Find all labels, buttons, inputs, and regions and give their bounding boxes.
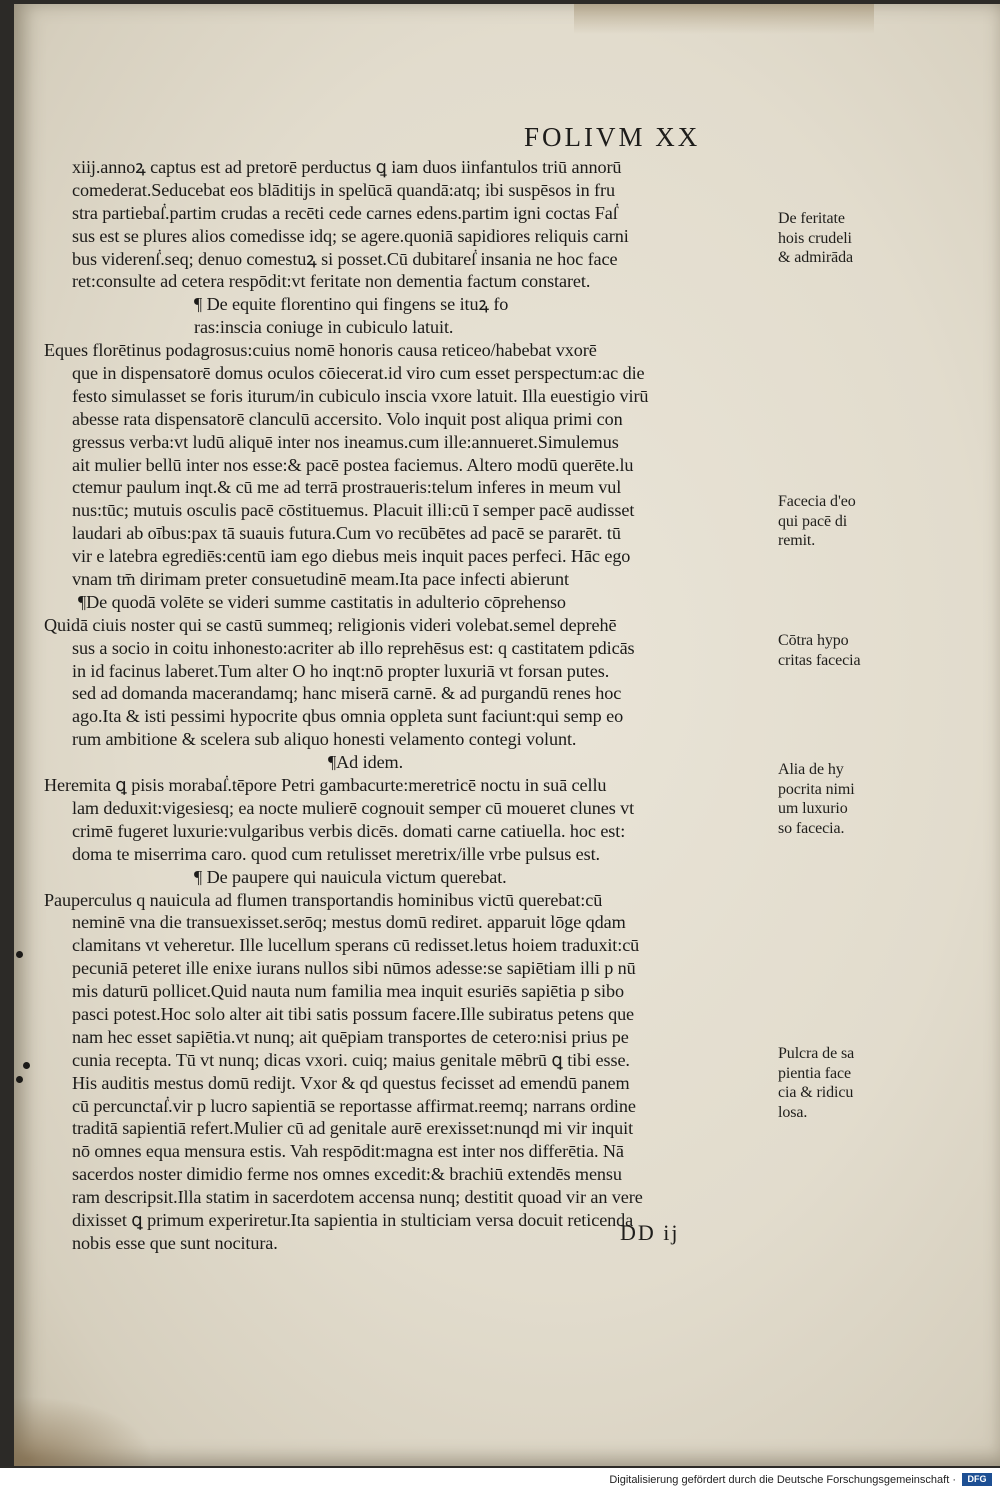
- marginal-note: [778, 1044, 854, 1122]
- text-line: nus:tūc; mutuis osculis pacē cōstituemus. Placuit illi:cū ī semper pacē audisset: [72, 500, 635, 521]
- text-line: vir e latebra egrediēs:centū iam ego diebus meis inquit paces perfeci. Hāc ego: [72, 546, 631, 567]
- marginal-note: [778, 492, 856, 551]
- text-line: stra partiebaẛ.partim crudas a recēti cede carnes edens.partim igni coctas Faẛ: [72, 202, 618, 223]
- digitization-footer: [0, 1468, 1000, 1491]
- text-line: Quidā ciuis noster qui se castū summeq; religionis videri volebat.semel deprehē: [44, 614, 617, 635]
- text-line: lam deduxit:vigesiesq; ea nocte mulierē cognouit semper cū moueret clunes vt: [72, 797, 635, 818]
- text-line: laudari ab oībus:pax tā suauis futura.Cum vo recūbētes ad pacē se pararēt. tū: [72, 523, 621, 544]
- ink-dot: [16, 951, 23, 958]
- text-body: [44, 156, 861, 1255]
- section-heading: ¶De quodā volēte se videri summe castitatis in adulterio cōprehenso: [78, 591, 566, 612]
- text-line: nam hec esset sapiētia.vt nunq; ait quēpiam transportes de cetero:nisi prius pe: [72, 1026, 629, 1047]
- text-line: mis daturū pollicet.Quid nauta num familia mea inquit esuriēs sapiētia p sibo: [72, 981, 624, 1002]
- marginal-note-line: pientia face: [778, 1064, 851, 1082]
- text-line: bus viderenẛ.seq; denuo comestuꝝ si posset.Cū dubitareẛ insania ne hoc face: [72, 248, 618, 269]
- ink-dot: [23, 1062, 30, 1069]
- marginal-note-line: um luxurio: [778, 800, 848, 817]
- section-heading: ¶ De paupere qui nauicula victum querebat.: [194, 866, 507, 887]
- ink-dot: [16, 1076, 23, 1083]
- text-line: sus a socio in coitu inhonesto:acriter ab illo reprehēsus est: q castitatem pdicās: [72, 637, 635, 658]
- text-line: Eques florētinus podagrosus:cuius nomē honoris causa reticeo/habebat vxorē: [44, 340, 597, 361]
- marginal-note-line: Cōtra hypo: [778, 632, 849, 649]
- text-line: ctemur paulum inqt.& cū me ad terrā prostraueris:telum inferes in meum vul: [72, 477, 622, 498]
- text-line: comederat.Seducebat eos blāditijs in spelūcā quandā:atq; ibi suspēsos in fru: [72, 179, 615, 200]
- text-line: traditā sapientiā refert.Mulier cū ad genitale aurē erexisset:nunqd mi vir inquit: [72, 1118, 634, 1139]
- text-line: pecuniā peteret ille enixe iurans nullos sibi nūmos adesse:se sapiētiam illi p nū: [72, 958, 636, 979]
- marginal-note-line: qui pacē di: [778, 512, 848, 530]
- text-line: rum ambitione & scelera sub aliquo honesti velamento contegi volunt.: [72, 729, 577, 750]
- section-heading: ¶Ad idem.: [328, 752, 404, 773]
- marginal-note: [778, 760, 855, 838]
- text-line: cunia recepta. Tū vt nunq; dicas vxori. cuiq; maius genitale mēbrū ꝗ tibi esse.: [72, 1049, 630, 1070]
- section-heading: ¶ De equite florentino qui fingens se ituꝝ fo: [194, 294, 509, 315]
- text-line: pasci potest.Hoc solo alter ait tibi satis possum facere.Ille subiratus petens que: [72, 1003, 635, 1024]
- text-line: ram descripsit.Illa statim in sacerdotem accensa nunq; destitit quoad vir an vere: [72, 1187, 643, 1208]
- text-line: ago.Ita & isti pessimi hypocrite qbus omnia oppleta sunt faciunt:qui semp eo: [72, 706, 624, 727]
- marginal-note-line: critas facecia: [778, 651, 861, 669]
- text-line: clamitans vt veheretur. Ille lucellum sperans cū redisset.letus hoiem traduxit:cū: [72, 935, 640, 956]
- text-line: crimē fugeret luxurie:vulgaribus verbis dicēs. domati carne catiuella. hoc est:: [72, 820, 626, 841]
- text-line: His auditis mestus domū redijt. Vxor & qd questus fecisset ad emendū panem: [72, 1072, 630, 1093]
- text-line: que in dispensatorē domus oculos cōiecerat.id viro cum esset perspectum:ac die: [72, 363, 645, 384]
- marginal-note-line: pocrita nimi: [778, 780, 855, 798]
- footer-credit: Digitalisierung gefördert durch die Deutsche Forschungsgemeinschaft ·: [609, 1474, 956, 1486]
- marginal-note: [778, 209, 853, 268]
- text-line: vnam tm̄ dirimam preter consuetudinē meam.Ita pace infecti abierunt: [72, 569, 569, 590]
- marginal-note-line: hois crudeli: [778, 229, 852, 247]
- marginal-note-line: Alia de hy: [778, 761, 844, 778]
- text-line: nobis esse que sunt nocitura.: [72, 1232, 278, 1253]
- text-line: cū percunctaẛ.vir p lucro sapientiā se reportasse affirmat.reemq; narrans ordine: [72, 1095, 636, 1116]
- text-line: Pauperculus q nauicula ad flumen transportandis hominibus victū querebat:cū: [44, 889, 603, 910]
- text-line: sed ad domanda macerandamq; hanc miserā carnē. & ad purgandū renes hoc: [72, 683, 622, 704]
- text-line: festo simulasset se foris iturum/in cubiculo inscia vxore latuit. Illa euestigio virū: [72, 385, 649, 406]
- marginal-note-line: cia & ridicu: [778, 1084, 854, 1101]
- stain-top: [574, 4, 874, 34]
- marginal-note-line: De feritate: [778, 210, 845, 227]
- signature-mark: DD ij: [620, 1220, 680, 1245]
- dfg-logo: DFG: [962, 1473, 992, 1486]
- text-line: abesse rata dispensatorē clanculū accersito. Volo inquit post aliqua primi con: [72, 408, 623, 429]
- marginal-note-line: so facecia.: [778, 819, 845, 837]
- text-line: ret:consulte ad cetera respōdit:vt feritate non dementia factum constaret.: [72, 271, 591, 292]
- marginal-note-line: & admirāda: [778, 249, 853, 266]
- text-line: sacerdos noster dimidio ferme nos omnes excedit:& brachiū extendēs mensu: [72, 1164, 622, 1185]
- text-line: in id facinus laberet.Tum alter O ho inqt:nō propter luxuriā vt forsan putes.: [72, 660, 610, 681]
- marginal-note: [778, 631, 861, 670]
- folio-number: FOLIVM XX: [524, 122, 701, 152]
- marginal-note-line: Facecia d'eo: [778, 493, 856, 510]
- text-line: gressus verba:vt ludū aliquē inter nos ineamus.cum ille:annueret.Simulemus: [72, 431, 619, 452]
- text-line: Heremita ꝗ pisis morabaẛ.tēpore Petri gambacurte:meretricē noctu in suā cellu: [44, 775, 607, 796]
- text-line: sus est se plures alios comedisse idq; se agere.quoniā sapidiores reliquis carni: [72, 225, 629, 246]
- marginal-note-line: losa.: [778, 1103, 808, 1121]
- text-line: doma te miserrima caro. quod cum retulisset meretrix/ille vrbe pulsus est.: [72, 843, 600, 864]
- text-line: neminē vna die transuexisset.serōq; mestus domū rediret. apparuit lōge qdam: [72, 912, 626, 933]
- text-line: ait mulier bellū inter nos esse:& pacē postea faciemus. Altero modū querēte.lu: [72, 454, 634, 475]
- marginal-note-line: Pulcra de sa: [778, 1045, 855, 1062]
- marginal-note-line: remit.: [778, 532, 816, 549]
- text-line: xiij.annoꝝ captus est ad pretorē perductus ꝗ iam duos iinfantulos triū annorū: [72, 157, 622, 177]
- stain-bottom: [14, 1396, 154, 1466]
- text-line: nō omnes equa mensura estis. Vah respōdit:magna est inter nos differētia. Nā: [72, 1141, 624, 1162]
- section-heading: ras:inscia coniuge in cubiculo latuit.: [194, 317, 454, 338]
- text-line: dixisset ꝗ primum experiretur.Ita sapientia in stulticiam versa docuit reticenda: [72, 1209, 634, 1230]
